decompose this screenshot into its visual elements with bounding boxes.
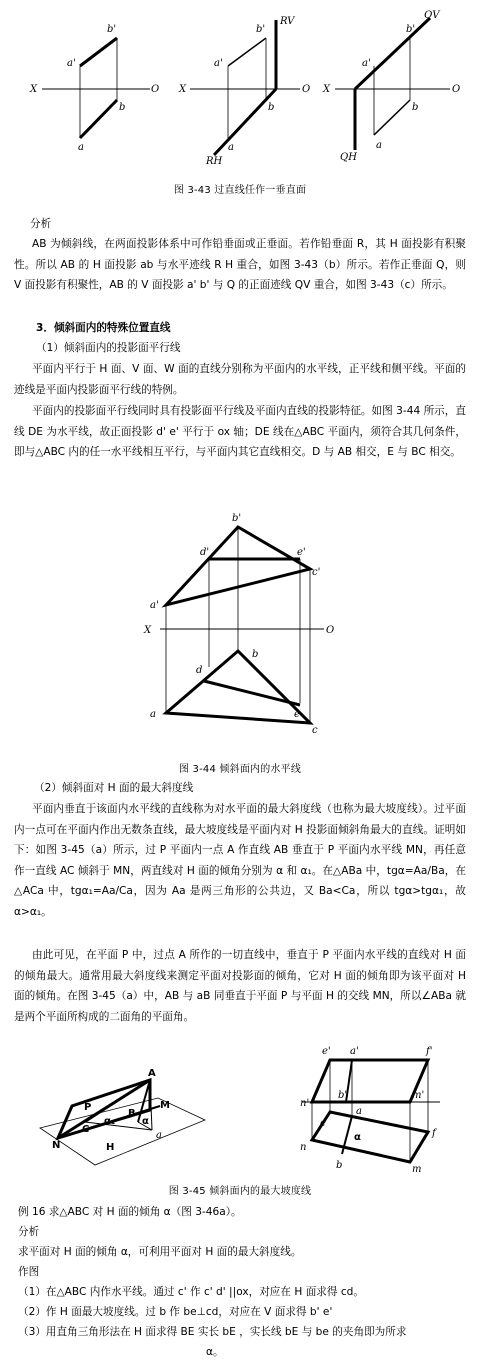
figure-3-45 bbox=[0, 1040, 480, 1180]
fig344-label-c-prime: c' bbox=[312, 567, 321, 578]
fig344-label-b: b bbox=[252, 649, 259, 660]
fig343a-label-x: X bbox=[30, 84, 38, 95]
fig344-label-b-prime: b' bbox=[232, 513, 242, 524]
subsection-1-paragraph-b: 平面内的投影面平行线同时具有投影面平行线及平面内直线的投影特征。如图 3-44 所示，直线 DE 为水平线，故正面投影 d' e' 平行于 ox 轴；DE 线在△ABC 平面内，须符合其几何条件，即与△ABC 内的任一水平线相互平行，与平面内其它直线相交。D 与 AB 相交，E 与 BC 相交。 bbox=[14, 405, 466, 458]
fig343b-label-rv: RV bbox=[280, 16, 295, 27]
subsection-2-paragraph-a: 平面内垂直于该面内水平线的直线称为对水平面的最大斜度线（也称为最大坡度线）。过平面内一点可在平面内作出无数条直线，最大坡度线是平面内对 H 投影面倾斜角最大的直线。证明如下：如图 3-45（a）所示，过 P 平面内一点 A 作直线 AB 垂直于 P 平面内水平线 MN，再任意作一直线 AC 倾斜于 MN，两直线对 H 面的倾角分别为 α 和 α₁。在△ABa 中，tgα=Aa/Ba，在△ACa 中，tgα₁=Aa/Ca，因为 Aa 是两三角形的公共边，又 Ba<Ca，所以 tgα>tgα₁，故 α>α₁。 bbox=[14, 803, 466, 918]
fig344-label-a: a bbox=[150, 709, 156, 720]
section-3-title: 3．倾斜面内的特殊位置直线 bbox=[36, 322, 171, 334]
figure-3-45-caption: 图 3-45 倾斜面内的最大坡度线 bbox=[168, 1186, 312, 1197]
fig344-label-c: c bbox=[312, 725, 318, 736]
fig345-label-m-lower: m bbox=[412, 1164, 422, 1175]
subsection-2-paragraph-b: 由此可见，在平面 P 中，过点 A 所作的一切直线中，垂直于 P 平面内水平线的直线对 H 面的倾角最大。通常用最大斜度线来测定平面对投影面的倾角，它对 H 面的倾角即为该平面对 H 面的倾角。在图 3-45（a）中，AB 与 aB 同垂直于平面 P 与平面 H 的交线 MN，所以∠ABa 就是两个平面所构成的二面角的平面角。 bbox=[14, 949, 466, 1023]
example-step-2: （2）作 H 面最大坡度线。过 b 作 be⊥cd，对应在 V 面求得 b' e' bbox=[18, 1306, 333, 1318]
fig345-label-m-prime: m' bbox=[412, 1090, 425, 1101]
fig345-label-f-prime: f' bbox=[426, 1046, 433, 1057]
fig343a-label-a: a bbox=[78, 142, 84, 153]
fig345-label-n-prime: n' bbox=[300, 1098, 310, 1109]
fig343c-label-b: b bbox=[412, 102, 419, 113]
fig345-label-H: H bbox=[106, 1142, 115, 1153]
fig343c-label-qv: QV bbox=[424, 10, 440, 21]
fig344-label-e: e bbox=[294, 709, 300, 720]
fig344-label-d-prime: d' bbox=[200, 547, 210, 558]
fig345-label-N: N bbox=[52, 1140, 61, 1151]
fig343c-label-x: X bbox=[323, 84, 331, 95]
fig343b-label-b: b bbox=[268, 102, 275, 113]
example-step-3: （3）用直角三角形法在 H 面求得 BE 实长 bE ，实长线 bE 与 be 的夹角即为所求 bbox=[18, 1326, 407, 1338]
example-analysis-title: 分析 bbox=[18, 1226, 40, 1238]
fig344-label-x: X bbox=[144, 625, 152, 636]
fig345-label-B: B bbox=[128, 1108, 136, 1119]
fig343a-label-b-prime: b' bbox=[107, 24, 117, 35]
fig345-label-P: P bbox=[84, 1102, 92, 1113]
fig343b-label-a-prime: a' bbox=[214, 58, 223, 69]
example-16-title: 例 16 求△ABC 对 H 面的倾角 α（图 3-46a）。 bbox=[18, 1206, 242, 1218]
fig343c-label-o: O bbox=[452, 84, 461, 95]
fig344-label-e-prime: e' bbox=[297, 547, 306, 558]
fig343c-label-qh: QH bbox=[340, 152, 357, 163]
example-step-1: （1）在△ABC 内作水平线。通过 c' 作 c' d' ||ox，对应在 H 面求得 cd。 bbox=[18, 1286, 364, 1298]
fig343-panel-b bbox=[178, 16, 310, 167]
fig345-left-sketch bbox=[40, 1068, 205, 1165]
figure-3-44 bbox=[0, 505, 480, 750]
fig343b-label-x: X bbox=[179, 84, 187, 95]
fig344-label-o: O bbox=[326, 625, 335, 636]
subsection-2-title: （2）倾斜面对 H 面的最大斜度线 bbox=[34, 782, 194, 794]
figure-3-44-caption: 图 3-44 倾斜面内的水平线 bbox=[178, 764, 302, 775]
example-steps-title: 作图 bbox=[18, 1266, 40, 1278]
example-analysis-text: 求平面对 H 面的倾角 α，可利用平面对 H 面的最大斜度线。 bbox=[18, 1246, 302, 1258]
fig345-label-b-prime: b' bbox=[338, 1090, 348, 1101]
example-step-3-cont: α。 bbox=[206, 1346, 224, 1358]
fig343b-label-o: O bbox=[302, 84, 311, 95]
fig345-label-alpha-right: α bbox=[354, 1132, 361, 1143]
fig345-label-n-lower: n bbox=[300, 1142, 307, 1153]
figure-3-43 bbox=[0, 0, 480, 175]
fig345-label-a-prime: a' bbox=[350, 1046, 359, 1057]
fig345-label-e-lower: e bbox=[320, 1118, 326, 1129]
fig343b-label-rh: RH bbox=[206, 156, 223, 167]
analysis-title: 分析 bbox=[30, 218, 52, 230]
fig343a-label-b: b bbox=[119, 102, 126, 113]
fig343a-label-a-prime: a' bbox=[67, 58, 76, 69]
fig345-label-A: A bbox=[148, 1068, 156, 1079]
fig343-panel-a bbox=[29, 24, 159, 153]
fig343c-label-a: a bbox=[376, 140, 382, 151]
fig345-label-alpha: α bbox=[142, 1116, 149, 1127]
fig344-label-d: d bbox=[196, 665, 203, 676]
fig345-label-f-lower: f bbox=[432, 1128, 436, 1139]
fig345-right-projection bbox=[300, 1046, 440, 1175]
fig345-label-e-prime: e' bbox=[322, 1046, 331, 1057]
subsection-1-title: （1）倾斜面内的投影面平行线 bbox=[36, 342, 181, 354]
fig343b-label-a: a bbox=[228, 142, 234, 153]
figure-3-43-caption: 图 3-43 过直线任作一垂直面 bbox=[173, 185, 307, 196]
fig345-label-C: C bbox=[82, 1124, 90, 1135]
fig345-label-b-lower: b bbox=[336, 1160, 343, 1171]
fig343-panel-c bbox=[322, 10, 460, 163]
fig345-label-a-lower: a bbox=[356, 1106, 362, 1117]
fig343b-label-b-prime: b' bbox=[256, 24, 266, 35]
fig343c-label-a-prime: a' bbox=[362, 58, 371, 69]
fig345-label-M: M bbox=[160, 1100, 170, 1111]
fig345-label-alpha1: α₁ bbox=[104, 1116, 116, 1127]
subsection-1-paragraph-a: 平面内平行于 H 面、V 面、W 面的直线分别称为平面内的水平线，正平线和侧平线。平面的迹线是平面内投影面平行线的特例。 bbox=[14, 363, 466, 396]
fig343a-label-o: O bbox=[151, 84, 160, 95]
analysis-paragraph: AB 为倾斜线，在两面投影体系中可作铅垂面或正垂面。若作铅垂面 R，其 H 面投影有积聚性。所以 AB 的 H 面投影 ab 与水平迹线 R H 重合，如图 3-43（b）所示。若作正垂面 Q，则 V 面投影有积聚性，AB 的 V 面投影 a' b' 与 Q 的正面迹线 QV 重合，如图 3-43（c）所示。 bbox=[14, 238, 466, 291]
fig343c-label-b-prime: b' bbox=[406, 24, 416, 35]
fig344-label-a-prime: a' bbox=[150, 600, 159, 611]
fig345-label-a: a bbox=[156, 1130, 162, 1141]
